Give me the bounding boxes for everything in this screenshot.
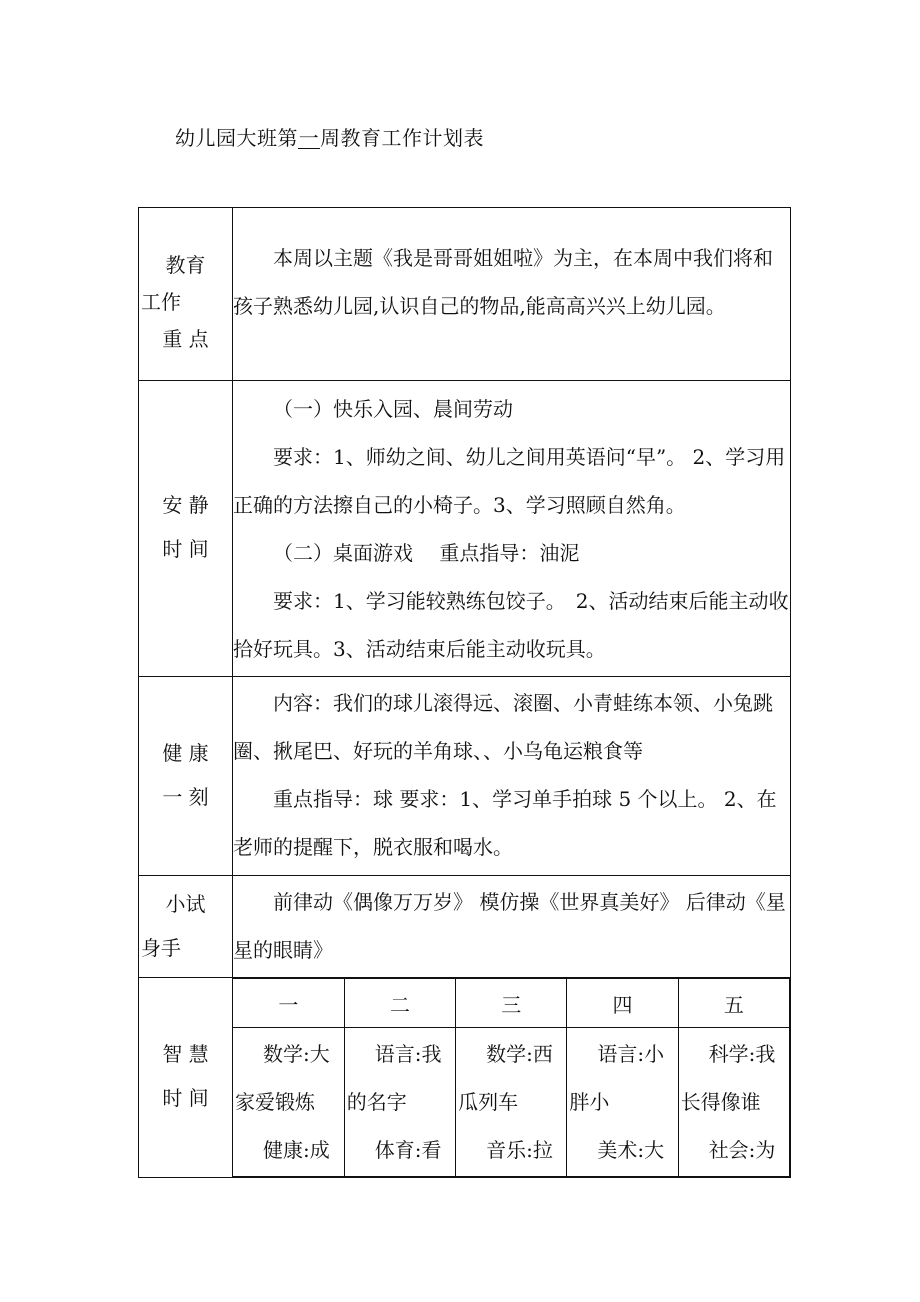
activity-second: 美术:大 bbox=[597, 1138, 665, 1162]
weekday-header-row bbox=[233, 979, 790, 1028]
activity-row bbox=[233, 1028, 790, 1177]
table-row-health bbox=[139, 677, 791, 876]
label-line: 重 点 bbox=[162, 327, 209, 351]
table-row-wisdom bbox=[139, 978, 791, 1178]
activity-first: 科学:我长得像谁 bbox=[680, 1042, 776, 1114]
label-cell-focus bbox=[139, 208, 233, 381]
wisdom-schedule bbox=[233, 978, 790, 1177]
weekday-header: 五 bbox=[678, 979, 789, 1028]
table-row-try bbox=[139, 876, 791, 978]
activity-cell bbox=[233, 1028, 344, 1177]
activity-first: 语言:我的名字 bbox=[346, 1042, 442, 1114]
quiet-line: 要求：1、学习能较熟练包饺子。 2、活动结束后能主动收拾好玩具。3、活动结束后能主动收玩具。 bbox=[233, 589, 789, 661]
label-line: 健 康 bbox=[162, 741, 209, 765]
label-line: 时 间 bbox=[162, 1086, 209, 1110]
try-text: 前律动《偶像万万岁》 模仿操《世界真美好》 后律动《星星的眼睛》 bbox=[233, 890, 786, 962]
focus-text: 本周以主题《我是哥哥姐姐啦》为主，在本周中我们将和孩子熟悉幼儿园,认识自己的物品,能高高兴兴上幼儿园。 bbox=[233, 246, 773, 318]
label-line: 智 慧 bbox=[162, 1042, 209, 1066]
label-line: 身手 bbox=[141, 935, 181, 960]
quiet-line: 要求：1、师幼之间、幼儿之间用英语问“早”。 2、学习用正确的方法擦自己的小椅子。3、学习照顾自然角。 bbox=[233, 445, 786, 517]
health-line: 重点指导：球 要求：1、学习单手拍球 5 个以上。 2、在老师的提醒下，脱衣服和喝水。 bbox=[233, 787, 777, 859]
quiet-line: （二）桌面游戏 重点指导：油泥 bbox=[273, 541, 580, 565]
label-cell-wisdom bbox=[139, 978, 233, 1178]
activity-first: 数学:西瓜列车 bbox=[458, 1042, 553, 1114]
weekday-header: 一 bbox=[233, 979, 344, 1028]
label-line: 工作 bbox=[141, 290, 181, 314]
content-cell-focus bbox=[233, 208, 791, 381]
label-line: 小试 bbox=[165, 891, 206, 916]
label-cell-try bbox=[139, 876, 233, 978]
activity-cell bbox=[344, 1028, 455, 1177]
label-line: 一 刻 bbox=[162, 785, 209, 809]
label-line: 教育 bbox=[165, 253, 206, 277]
weekday-header: 二 bbox=[344, 979, 455, 1028]
activity-second: 体育:看 bbox=[374, 1138, 442, 1162]
weekday-header: 三 bbox=[456, 979, 567, 1028]
quiet-line: （一）快乐入园、晨间劳动 bbox=[273, 397, 513, 421]
label-cell-quiet-time bbox=[139, 381, 233, 677]
label-line: 时 间 bbox=[162, 536, 209, 561]
activity-second: 健康:成 bbox=[263, 1138, 330, 1162]
activity-second: 音乐:拉 bbox=[486, 1138, 553, 1162]
title-suffix: 周教育工作计划表 bbox=[320, 126, 484, 150]
health-line: 内容：我们的球儿滚得远、滚圈、小青蛙练本领、小兔跳圈、揪尾巴、好玩的羊角球、、小乌龟运粮食等 bbox=[233, 691, 773, 763]
weekly-plan-table bbox=[138, 207, 791, 1178]
weekday-header: 四 bbox=[567, 979, 678, 1028]
activity-cell bbox=[567, 1028, 678, 1177]
page-title bbox=[175, 122, 484, 151]
label-line: 安 静 bbox=[162, 492, 209, 517]
table-row-focus bbox=[139, 208, 791, 381]
activity-cell bbox=[456, 1028, 567, 1177]
label-cell-health bbox=[139, 677, 233, 876]
content-cell-wisdom bbox=[233, 978, 791, 1178]
content-cell-health bbox=[233, 677, 791, 876]
content-cell-try bbox=[233, 876, 791, 978]
title-week-number: 一 bbox=[298, 126, 320, 150]
activity-second: 社会:为 bbox=[708, 1138, 776, 1162]
activity-first: 数学:大家爱锻炼 bbox=[235, 1042, 330, 1114]
activity-cell bbox=[678, 1028, 789, 1177]
title-prefix: 幼儿园大班第 bbox=[175, 126, 298, 150]
activity-first: 语言:小胖小 bbox=[569, 1042, 665, 1114]
content-cell-quiet-time bbox=[233, 381, 791, 677]
table-row-quiet-time bbox=[139, 381, 791, 677]
